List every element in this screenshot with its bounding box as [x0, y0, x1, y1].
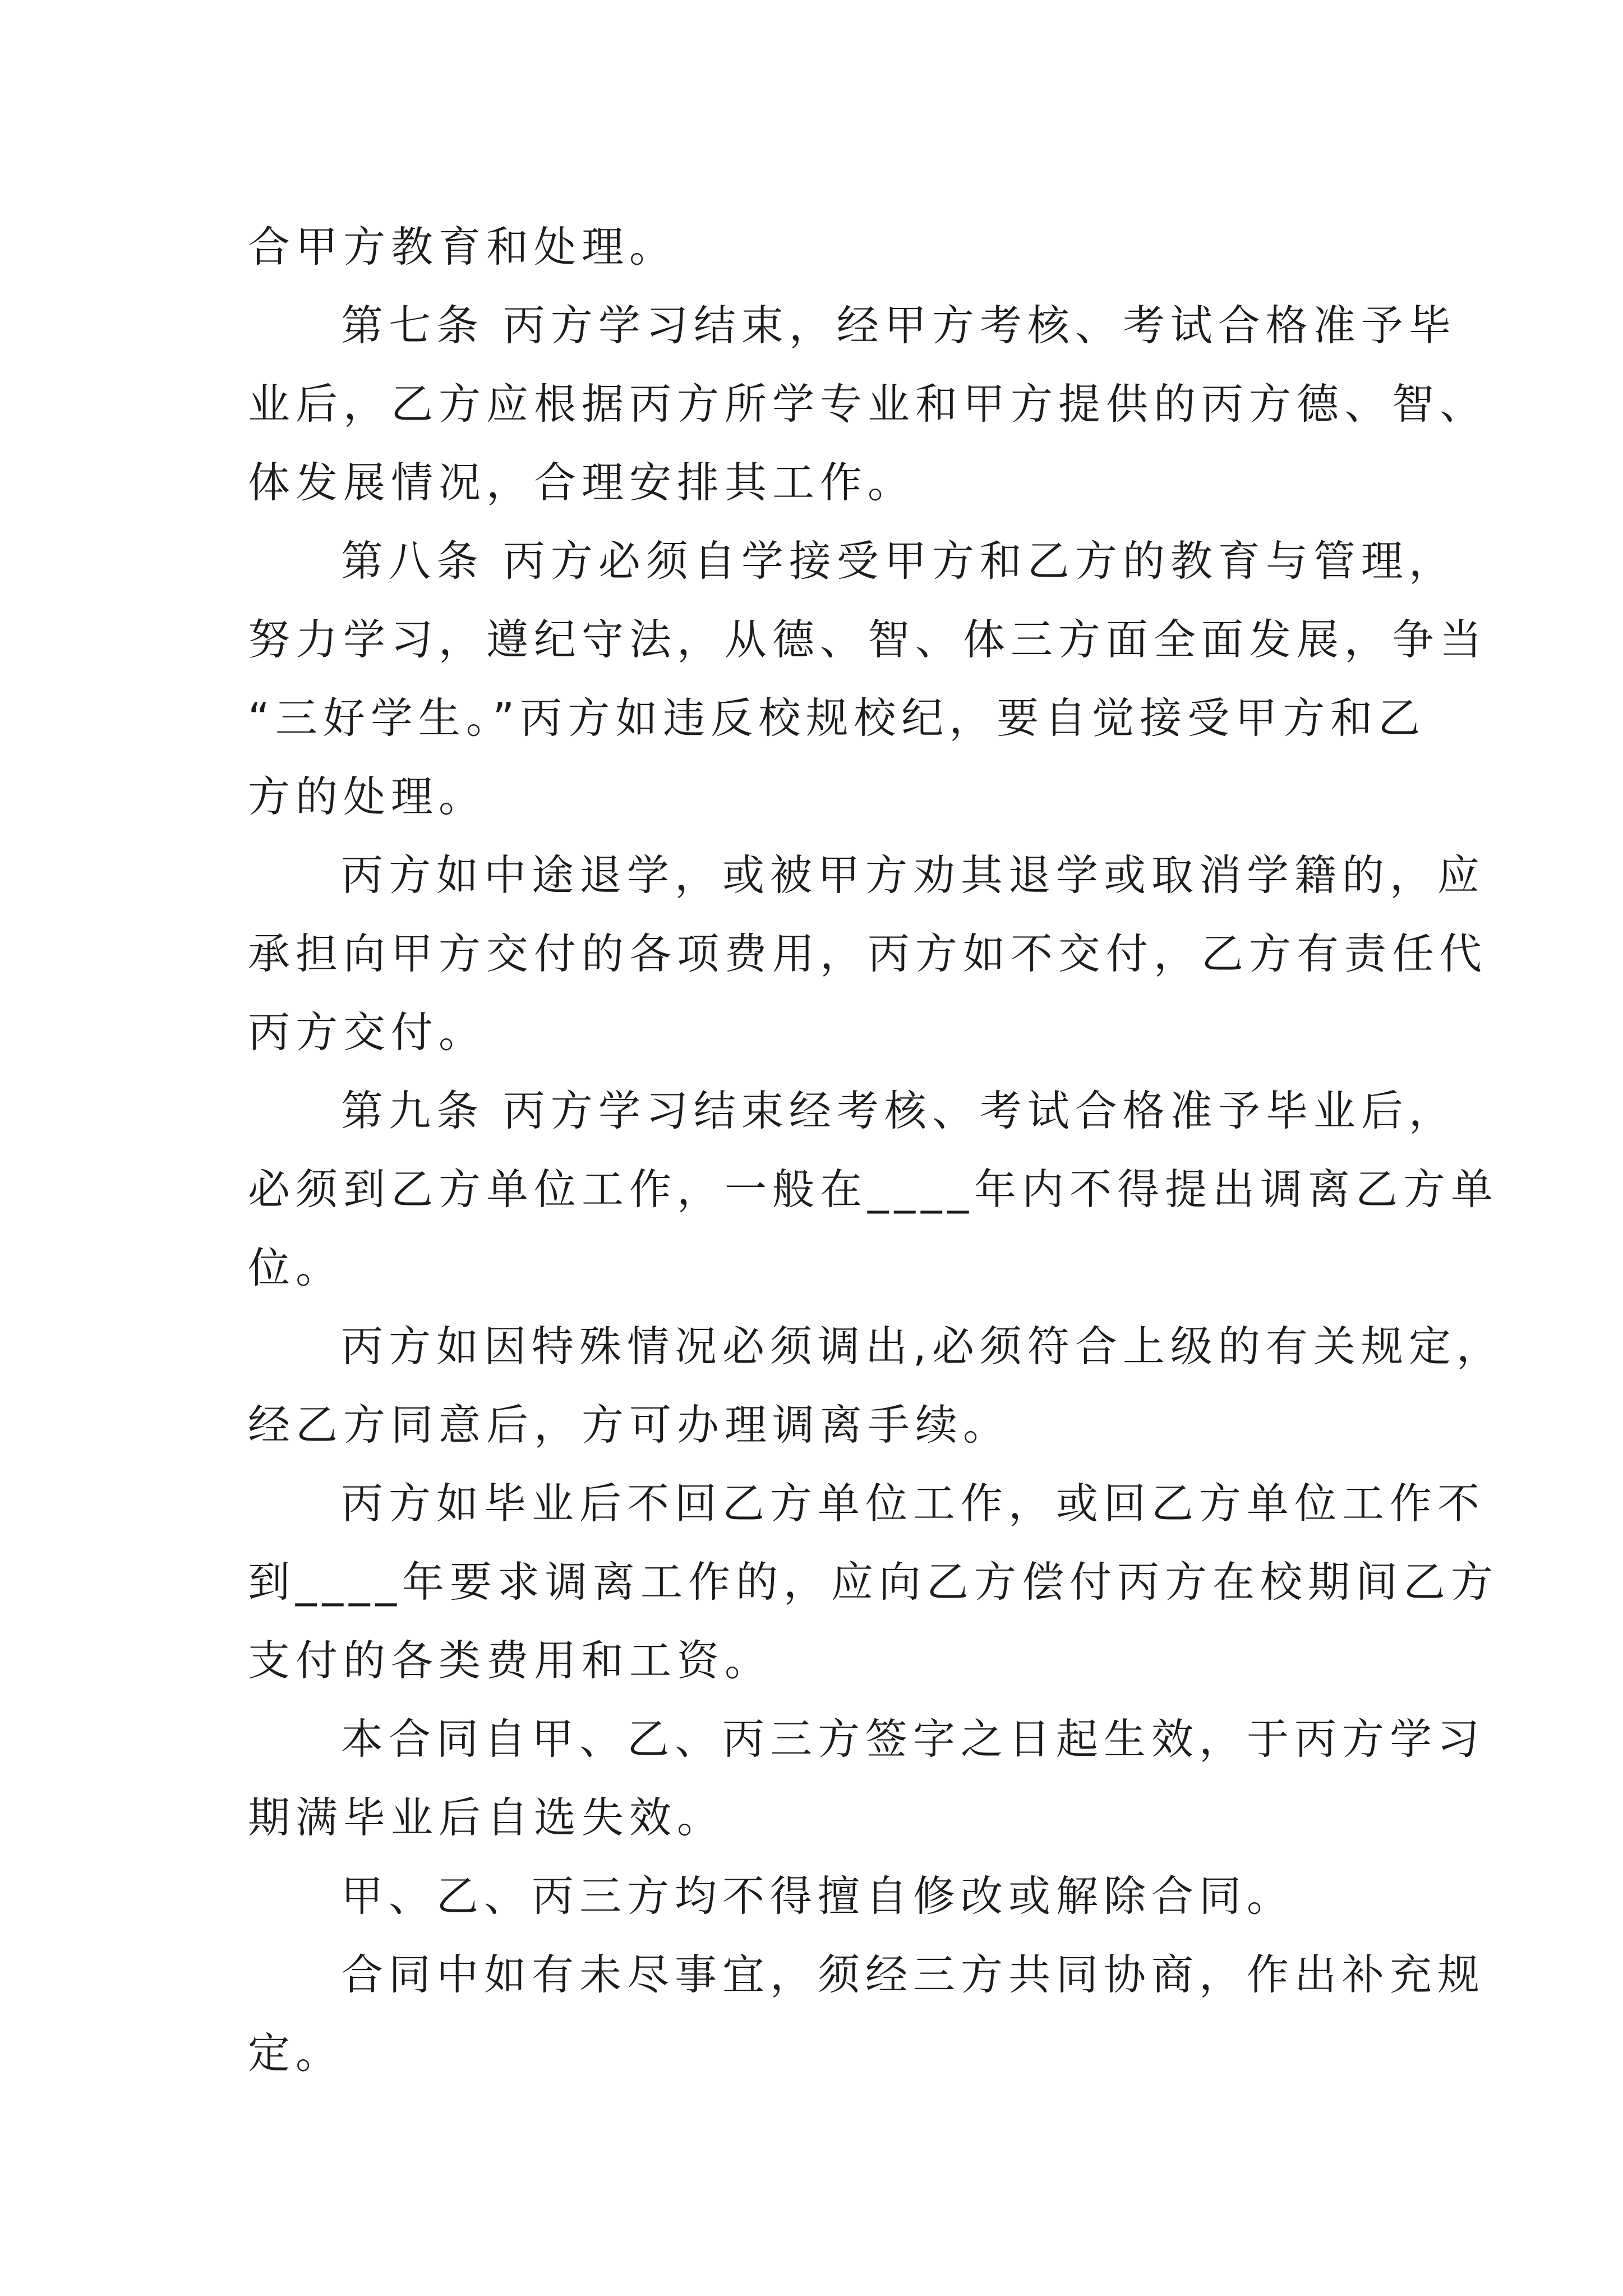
text-line: 定。: [248, 2028, 344, 2078]
text-line: 期满毕业后自选失效。: [248, 1793, 725, 1842]
paragraph-no-modification: [248, 1857, 1398, 1935]
text-line: 业后，乙方应根据丙方所学专业和甲方提供的丙方德、智、: [248, 379, 1488, 429]
text-line: “三好学生。”丙方如违反校规校纪，要自觉接受甲方和乙: [248, 693, 1426, 743]
paragraph-article-8: [248, 522, 1488, 836]
text-line: 承担向甲方交付的各项费用，丙方如不交付，乙方有责任代: [248, 929, 1488, 978]
text-line: 丙方交付。: [248, 1007, 487, 1057]
paragraph-effective: [248, 1700, 1486, 1857]
text-line: 甲、乙、丙三方均不得擅自修改或解除合同。: [341, 1871, 1295, 1921]
text-line: 丙方如因特殊情况必须调出,必须符合上级的有关规定，: [341, 1322, 1504, 1371]
text-line: 体发展情况，合理安排其工作。: [248, 458, 916, 507]
text-line: 第九条 丙方学习结束经考核、考试合格准予毕业后，: [341, 1086, 1456, 1135]
paragraph-transfer: [248, 1307, 1504, 1464]
text-line: 第八条 丙方必须自学接受甲方和乙方的教育与管理，: [341, 536, 1456, 586]
text-line: 第七条 丙方学习结束，经甲方考核、考试合格准予毕: [341, 301, 1456, 350]
paragraph-continuation: [248, 208, 1398, 286]
text-line: 方的处理。: [248, 772, 487, 821]
text-line: 经乙方同意后，方可办理调离手续。: [248, 1400, 1011, 1450]
paragraph-withdrawal: [248, 836, 1488, 1071]
paragraph-compensation: [248, 1464, 1499, 1700]
text-line: 努力学习，遵纪守法，从德、智、体三方面全面发展，争当: [248, 615, 1488, 664]
paragraph-article-7: [248, 286, 1488, 522]
text-line: 合同中如有未尽事宜，须经三方共同协商，作出补充规: [341, 1950, 1486, 1999]
document-body: [248, 208, 1504, 2092]
text-line: 丙方如中途退学，或被甲方劝其退学或取消学籍的，应: [341, 850, 1486, 900]
text-line: 位。: [248, 1243, 344, 1292]
text-line: 支付的各类费用和工资。: [248, 1636, 773, 1685]
text-line: 合甲方教育和处理。: [248, 222, 677, 272]
text-line: 必须到乙方单位工作，一般在____年内不得提出调离乙方单: [248, 1165, 1499, 1214]
text-line: 到____年要求调离工作的，应向乙方偿付丙方在校期间乙方: [248, 1557, 1499, 1607]
text-line: 本合同自甲、乙、丙三方签字之日起生效，于丙方学习: [341, 1714, 1486, 1764]
paragraph-article-9: [248, 1071, 1499, 1307]
text-line: 丙方如毕业后不回乙方单位工作，或回乙方单位工作不: [341, 1479, 1486, 1528]
paragraph-supplement: [248, 1935, 1486, 2092]
